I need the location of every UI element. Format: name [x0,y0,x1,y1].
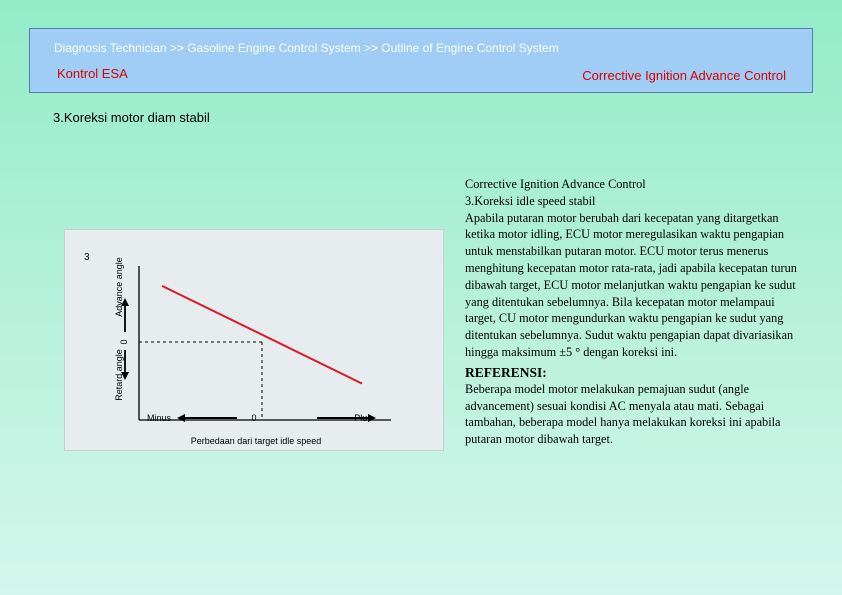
reference-body: Beberapa model motor melakukan pemajuan sudut (angle advancement) sesuai kondisi AC menyala atau mati. Sebagai tambahan, beberapa model hanya melakukan koreksi ini apabila putaran motor dibawah target. [465,381,781,447]
header-bar [29,28,813,93]
breadcrumb: Diagnosis Technician >> Gasoline Engine Control System >> Outline of Engine Control System [54,41,559,55]
description-body: Apabila putaran motor berubah dari kecepatan yang ditargetkan ketika motor idling, ECU motor meregulasikan waktu pengapian untuk menstabilkan putaran motor. ECU motor terus menerus menghitung kecepatan motor rata-rata, jadi apabila kecepatan turun dibawah target, ECU motor melanjutkan waktu pengapian ke sudut yang ditentukan sebelumnya. Bila kecepatan motor melampaui target, CU motor mengundurkan waktu pengapian ke sudut yang ditentukan sebelumnya. Sudut waktu pengapian dapat divariasikan hingga maksimum ±5 ° dengan koreksi ini. [465,210,797,359]
chart-panel [64,229,444,451]
y-label-retard: Retard angle [114,349,124,401]
module-title: Kontrol ESA [57,66,128,81]
description-text [465,176,805,448]
x-tick-minus: Minus [146,413,172,423]
ignition-correction-chart [65,230,445,452]
x-axis-label: Perbedaan dari target idle speed [190,436,322,446]
y-label-advance: Advance angle [114,257,124,317]
description-subtitle: 3.Koreksi idle speed stabil [465,193,596,208]
y-zero-label: 0 [119,339,129,345]
panel-number: 3 [84,252,90,263]
x-tick-zero: 0 [251,413,257,423]
reference-heading: REFERENSI: [465,364,547,380]
x-tick-plus: Plus [354,413,372,423]
section-title: Corrective Ignition Advance Control [582,68,786,83]
slide-heading: 3.Koreksi motor diam stabil [53,110,210,125]
description-title: Corrective Ignition Advance Control [465,177,646,191]
